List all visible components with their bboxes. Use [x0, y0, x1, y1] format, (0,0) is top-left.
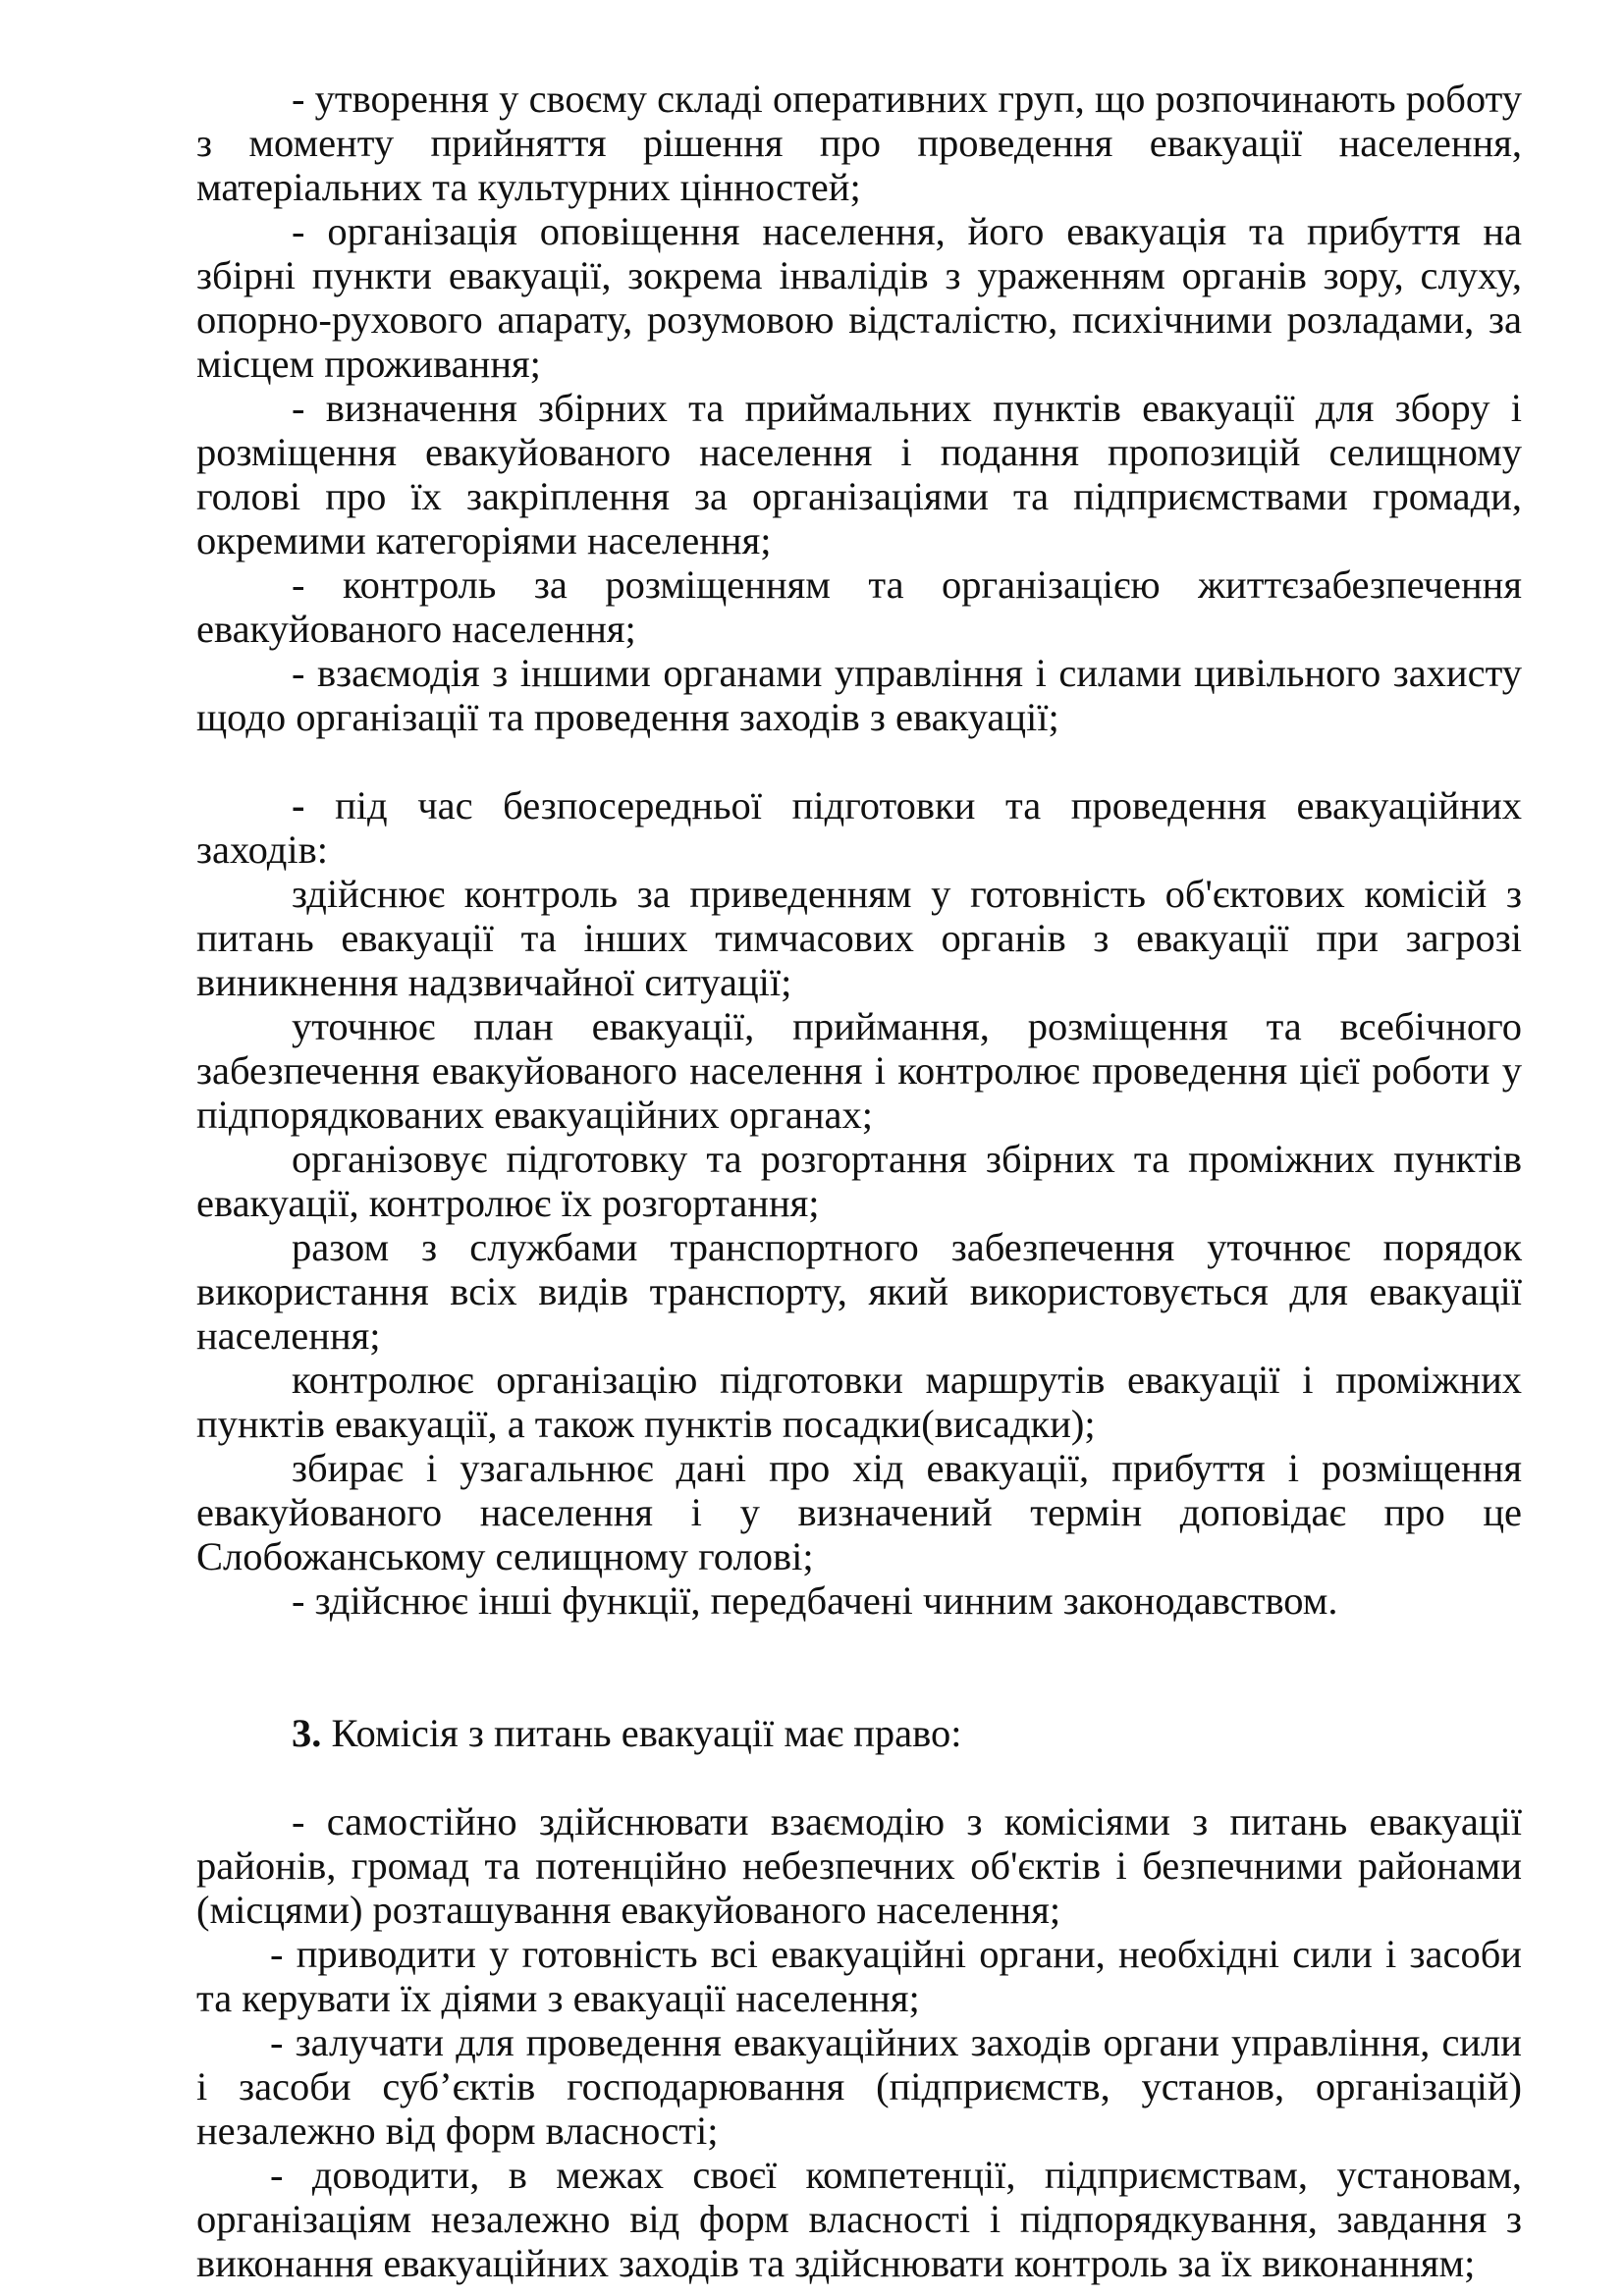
- spacer: [196, 1623, 1522, 1711]
- paragraph-plan-update: уточнює план евакуації, приймання, розміщення та всебічного забезпечення евакуйованого населення і контролює проведення цієї роботи у підпорядкованих евакуаційних органах;: [196, 1004, 1522, 1137]
- paragraph-preparation-intro: [196, 783, 1522, 872]
- intro-dash: -: [292, 783, 305, 828]
- paragraph-assembly-points: - визначення збірних та приймальних пунктів евакуації для збору і розміщення евакуйованого населення і подання пропозицій селищному голові про їх закріплення за організаціями та підприємствами громади, окремими категоріями населення;: [196, 386, 1522, 562]
- paragraph-routes: контролює організацію підготовки маршрутів евакуації і проміжних пунктів евакуації, а також пунктів посадки(висадки);: [196, 1358, 1522, 1446]
- paragraph-readiness-control: здійснює контроль за приведенням у готовність об'єктових комісій з питань евакуації та інших тимчасових органів з евакуації при загрозі виникнення надзвичайної ситуації;: [196, 872, 1522, 1004]
- paragraph-reporting: збирає і узагальнює дані про хід евакуації, прибуття і розміщення евакуйованого населення і у визначений термін доповідає про це Слобожанському селищному голові;: [196, 1446, 1522, 1578]
- paragraph-readiness: - приводити у готовність всі евакуаційні органи, необхідні сили і засоби та керувати їх діями з евакуації населення;: [196, 1932, 1522, 2020]
- paragraph-deployment: організовує підготовку та розгортання збірних та проміжних пунктів евакуації, контролює їх розгортання;: [196, 1137, 1522, 1225]
- section-heading: [196, 1711, 1522, 1755]
- paragraph-operative-groups: - утворення у своєму складі оперативних груп, що розпочинають роботу з моменту прийняття рішення про проведення евакуації населення, матеріальних та культурних цінностей;: [196, 77, 1522, 209]
- section-number: 3.: [292, 1711, 322, 1755]
- paragraph-other-functions: - здійснює інші функції, передбачені чинним законодавством.: [292, 1578, 1338, 1623]
- paragraph-interaction: - взаємодія з іншими органами управління і силами цивільного захисту щодо організації та проведення заходів з евакуації;: [196, 651, 1522, 739]
- paragraph-transport: разом з службами транспортного забезпечення уточнює порядок використання всіх видів транспорту, який використовується для евакуації населення;: [196, 1225, 1522, 1358]
- intro-text: під час безпосередньої підготовки та проведення евакуаційних заходів:: [196, 783, 1522, 872]
- paragraph-independent-interaction: - самостійно здійснювати взаємодію з комісіями з питань евакуації районів, громад та потенційно небезпечних об'єктів і безпечними районами (місцями) розташування евакуйованого населення;: [196, 1799, 1522, 1932]
- paragraph-involve: - залучати для проведення евакуаційних заходів органи управління, сили і засоби суб’єктів господарювання (підприємств, установ, організацій) незалежно від форм власності;: [196, 2020, 1522, 2153]
- document-page: [196, 77, 1522, 2285]
- spacer: [196, 739, 1522, 783]
- paragraph-placement-control: - контроль за розміщенням та організацією життєзабезпечення евакуйованого населення;: [196, 562, 1522, 651]
- paragraph-notification: - організація оповіщення населення, його евакуація та прибуття на збірні пункти евакуації, зокрема інвалідів з ураженням органів зору, слуху, опорно-рухового апарату, розумовою відсталістю, психічними розладами, за місцем проживання;: [196, 209, 1522, 386]
- section-title: Комісія з питань евакуації має право:: [321, 1711, 962, 1755]
- paragraph-tasks: - доводити, в межах своєї компетенції, підприємствам, установам, організаціям незалежно від форм власності і підпорядкування, завдання з виконання евакуаційних заходів та здійснювати контроль за їх виконанням;: [196, 2153, 1522, 2285]
- spacer: [196, 1755, 1522, 1799]
